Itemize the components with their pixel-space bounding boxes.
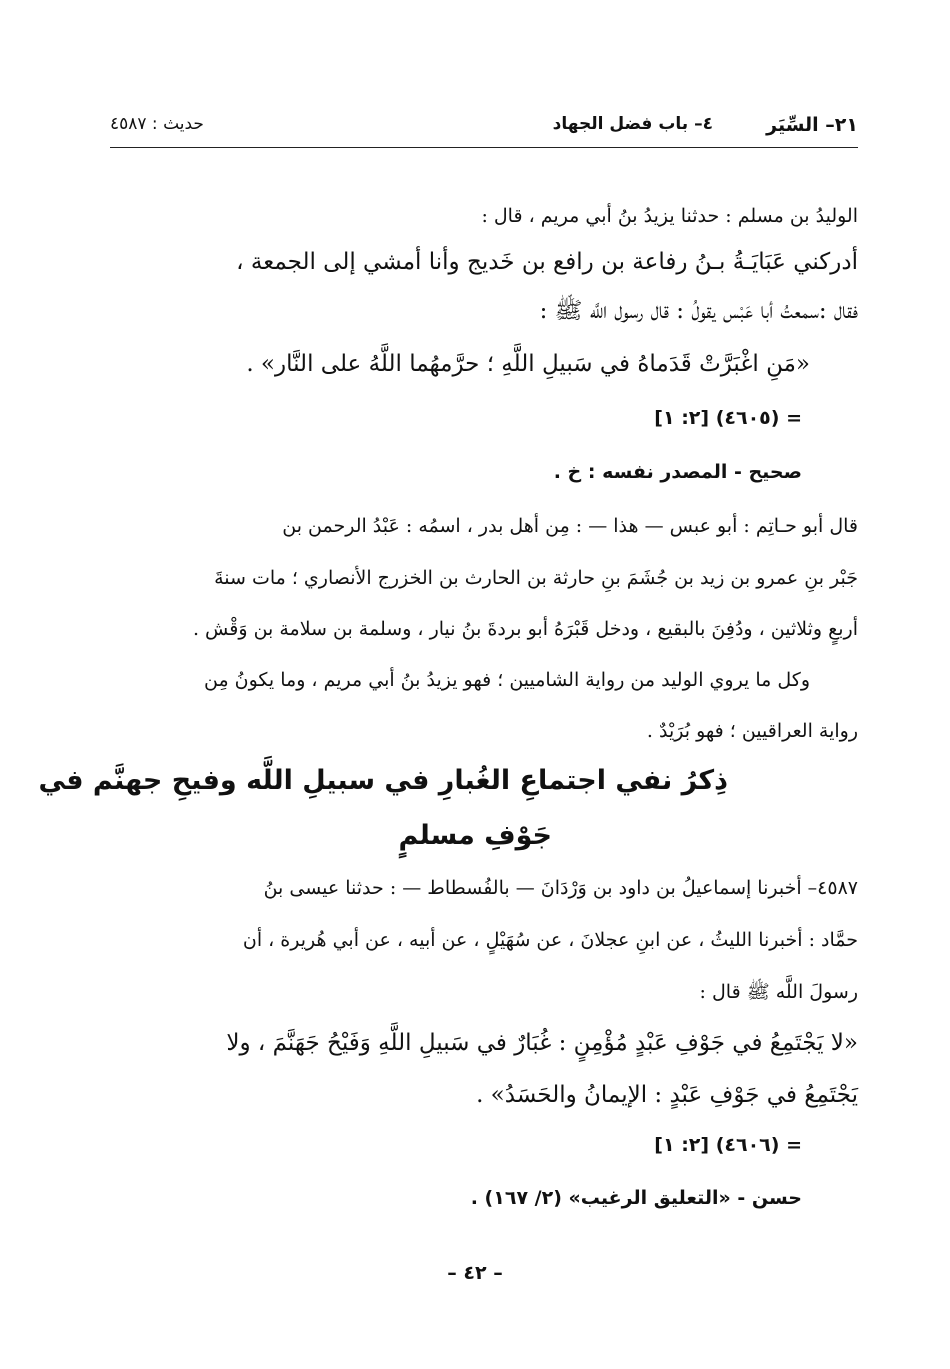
text-line: فقال :سمعتُ أبا عَبْس يقولُ : قال رسول اللَّه ﷺ : <box>539 298 858 324</box>
header-chapter: ٢١– السِّيَر <box>766 114 858 136</box>
text-line: وكل ما يروي الوليد من رواية الشاميين ؛ فهو يزيدُ بنُ أبي مريم ، وما يكونُ مِن <box>203 669 810 691</box>
text-line: الوليدُ بن مسلم : حدثنا يزيدُ بنُ أبي مريم ، قال : <box>481 205 858 227</box>
grading: صحيح - المصدر نفسه : خ . <box>553 461 802 483</box>
section-title-line-1: ذِكرُ نفي اجتماعِ الغُبارِ في سبيلِ اللَّه وفيحِ جهنَّم في <box>38 765 728 796</box>
text-line: أدركني عَبَايَـةُ بـنُ رفاعة بن رافع بن خَديج وأنا أمشي إلى الجمعة ، <box>236 249 858 275</box>
hadith-chain: ٤٥٨٧– أخبرنا إسماعيلُ بن داود بن وَرْدَانَ — بالفُسطاط — : حدثنا عيسى بنُ <box>263 877 858 899</box>
header-hadith-ref: حديث : ٤٥٨٧ <box>110 114 204 134</box>
text-line: أربعٍ وثلاثين ، ودُفِنَ بالبقيع ، ودخل قَبْرَهُ أبو بردةَ بنُ نيار ، وسلمة بن سلامة بن وَقْش . <box>192 618 858 640</box>
section-title-line-2: جَوْفِ مسلمٍ <box>398 820 552 851</box>
text-line: قال أبو حـاتِم : أبو عبس — هذا — : مِن أهل بدر ، اسمُه : عَبْدُ الرحمن بن <box>282 515 858 537</box>
cross-reference: = (٤٦٠٦) [٢: ١] <box>654 1134 802 1156</box>
text-line: جَبْر بنِ عمرو بن زيد بن جُشَمَ بنِ حارثة بن الحارث بن الخزرج الأنصاري ؛ مات سنةَ <box>214 567 858 589</box>
grading: حسن - «التعليق الرغيب» (٢/ ١٦٧) . <box>470 1187 802 1209</box>
header-section: ٤– باب فضل الجهاد <box>552 114 713 134</box>
text-line: رواية العراقيين ؛ فهو بُرَيْدٌ . <box>646 720 858 742</box>
cross-reference: = (٤٦٠٥) [٢: ١] <box>654 407 802 429</box>
page-number: – ٤٢ – <box>447 1262 503 1284</box>
hadith-text: «لا يَجْتَمِعُ في جَوْفِ عَبْدٍ مُؤْمِنٍ : غُبَارٌ في سَبيلِ اللَّهِ وَفَيْحُ جَهَنَّمَ ، ولا <box>226 1030 858 1056</box>
hadith-text: يَجْتَمِعُ في جَوْفِ عَبْدٍ : الإيمانُ والحَسَدُ» . <box>476 1082 858 1108</box>
header-divider <box>110 147 858 148</box>
prophetic-quote: «مَنِ اغْبَرَّتْ قَدَماهُ في سَبيلِ اللَّهِ ؛ حرَّمهُما اللَّهُ على النَّار» . <box>246 351 810 377</box>
hadith-chain: حمَّاد : أخبرنا الليثُ ، عن ابنِ عجلانَ ، عن سُهَيْلٍ ، عن أبيه ، عن أبي هُريرة ، أن <box>242 929 858 951</box>
hadith-chain: رسولَ اللَّه ﷺ قال : <box>699 981 858 1003</box>
running-header <box>110 108 858 144</box>
